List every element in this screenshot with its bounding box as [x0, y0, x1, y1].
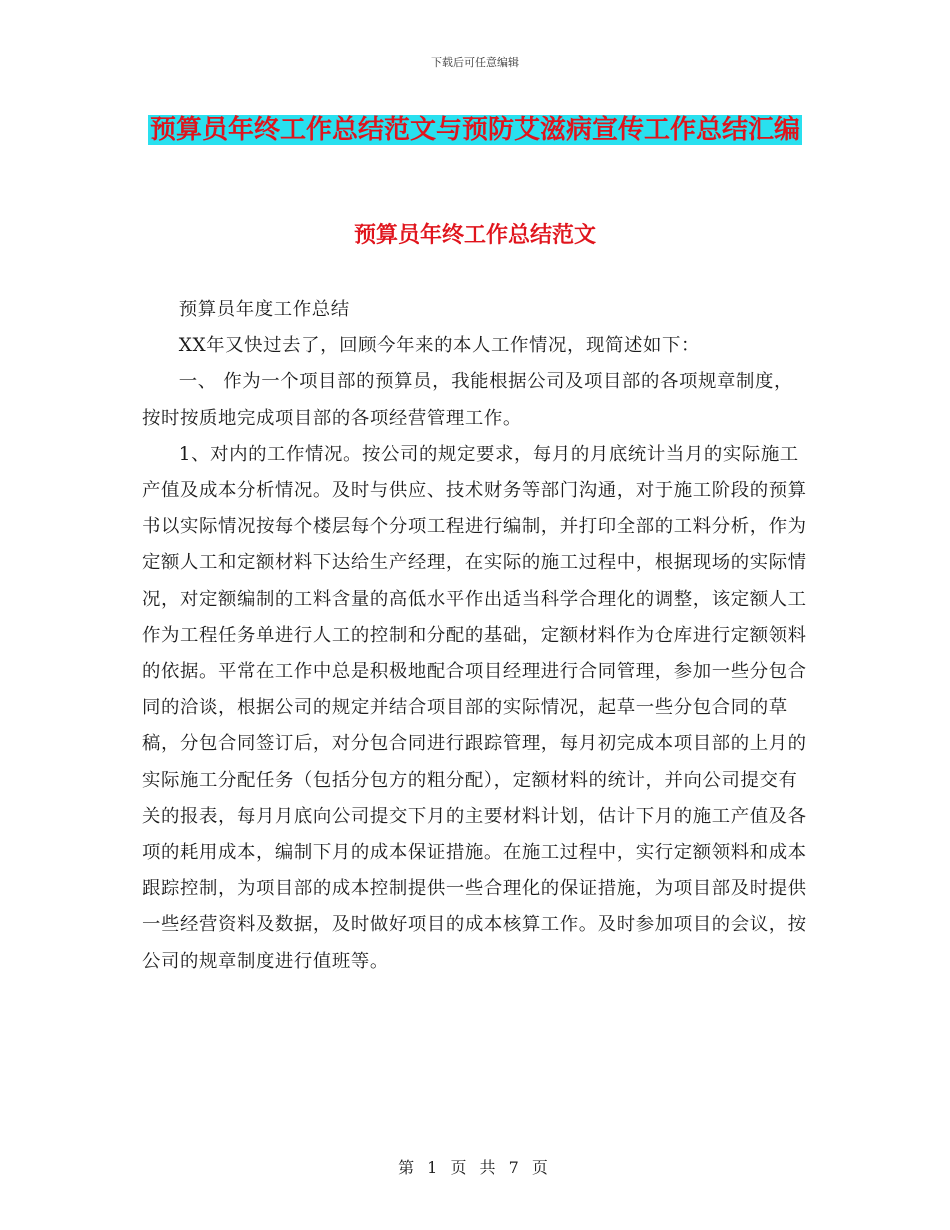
document-main-title	[140, 108, 810, 152]
page-footer: 第 1 页 共 7 页	[398, 1158, 552, 1177]
document-body	[142, 292, 810, 980]
header-note: 下载后可任意编辑	[431, 56, 519, 69]
section-title: 预算员年终工作总结范文	[353, 223, 596, 248]
body-paragraph-3: 一、 作为一个项目部的预算员，我能根据公司及项目部的各项规章制度，按时按质地完成项目部的各项经营管理工作。	[142, 371, 793, 429]
body-paragraph-2: XX年又快过去了，回顾今年来的本人工作情况，现简述如下：	[178, 335, 700, 357]
body-paragraph-1: 预算员年度工作总结	[178, 299, 350, 320]
main-title-text: 预算员年终工作总结范文与预防艾滋病宣传工作总结汇编	[149, 115, 800, 145]
body-paragraph-4: 1、对内的工作情况。按公司的规定要求，每月的月底统计当月的实际施工产值及成本分析情况。及时与供应、技术财务等部门沟通，对于施工阶段的预算书以实际情况按每个楼层每个分项工程进行编制，并打印全部的工料分析，作为定额人工和定额材料下达给生产经理，在实际的施工过程中，根据现场的实际情况，对定额编制的工料含量的高低水平作出适当科学合理化的调整，该定额人工作为工程任务单进行人工的控制和分配的基础，定额材料作为仓库进行定额领料的依据。平常在工作中总是积极地配合项目经理进行合同管理，参加一些分包合同的洽谈，根据公司的规定并结合项目部的实际情况，起草一些分包合同的草稿，分包合同签订后，对分包合同进行跟踪管理，每月初完成本项目部的上月的实际施工分配任务（包括分包方的粗分配），定额材料的统计，并向公司提交有关的报表，每月月底向公司提交下月的主要材料计划，估计下月的施工产值及各项的耗用成本，编制下月的成本保证措施。在施工过程中，实行定额领料和成本跟踪控制，为项目部的成本控制提供一些合理化的保证措施，为项目部及时提供一些经营资料及数据，及时做好项目的成本核算工作。及时参加项目的会议，按公司的规章制度进行值班等。	[142, 443, 807, 972]
